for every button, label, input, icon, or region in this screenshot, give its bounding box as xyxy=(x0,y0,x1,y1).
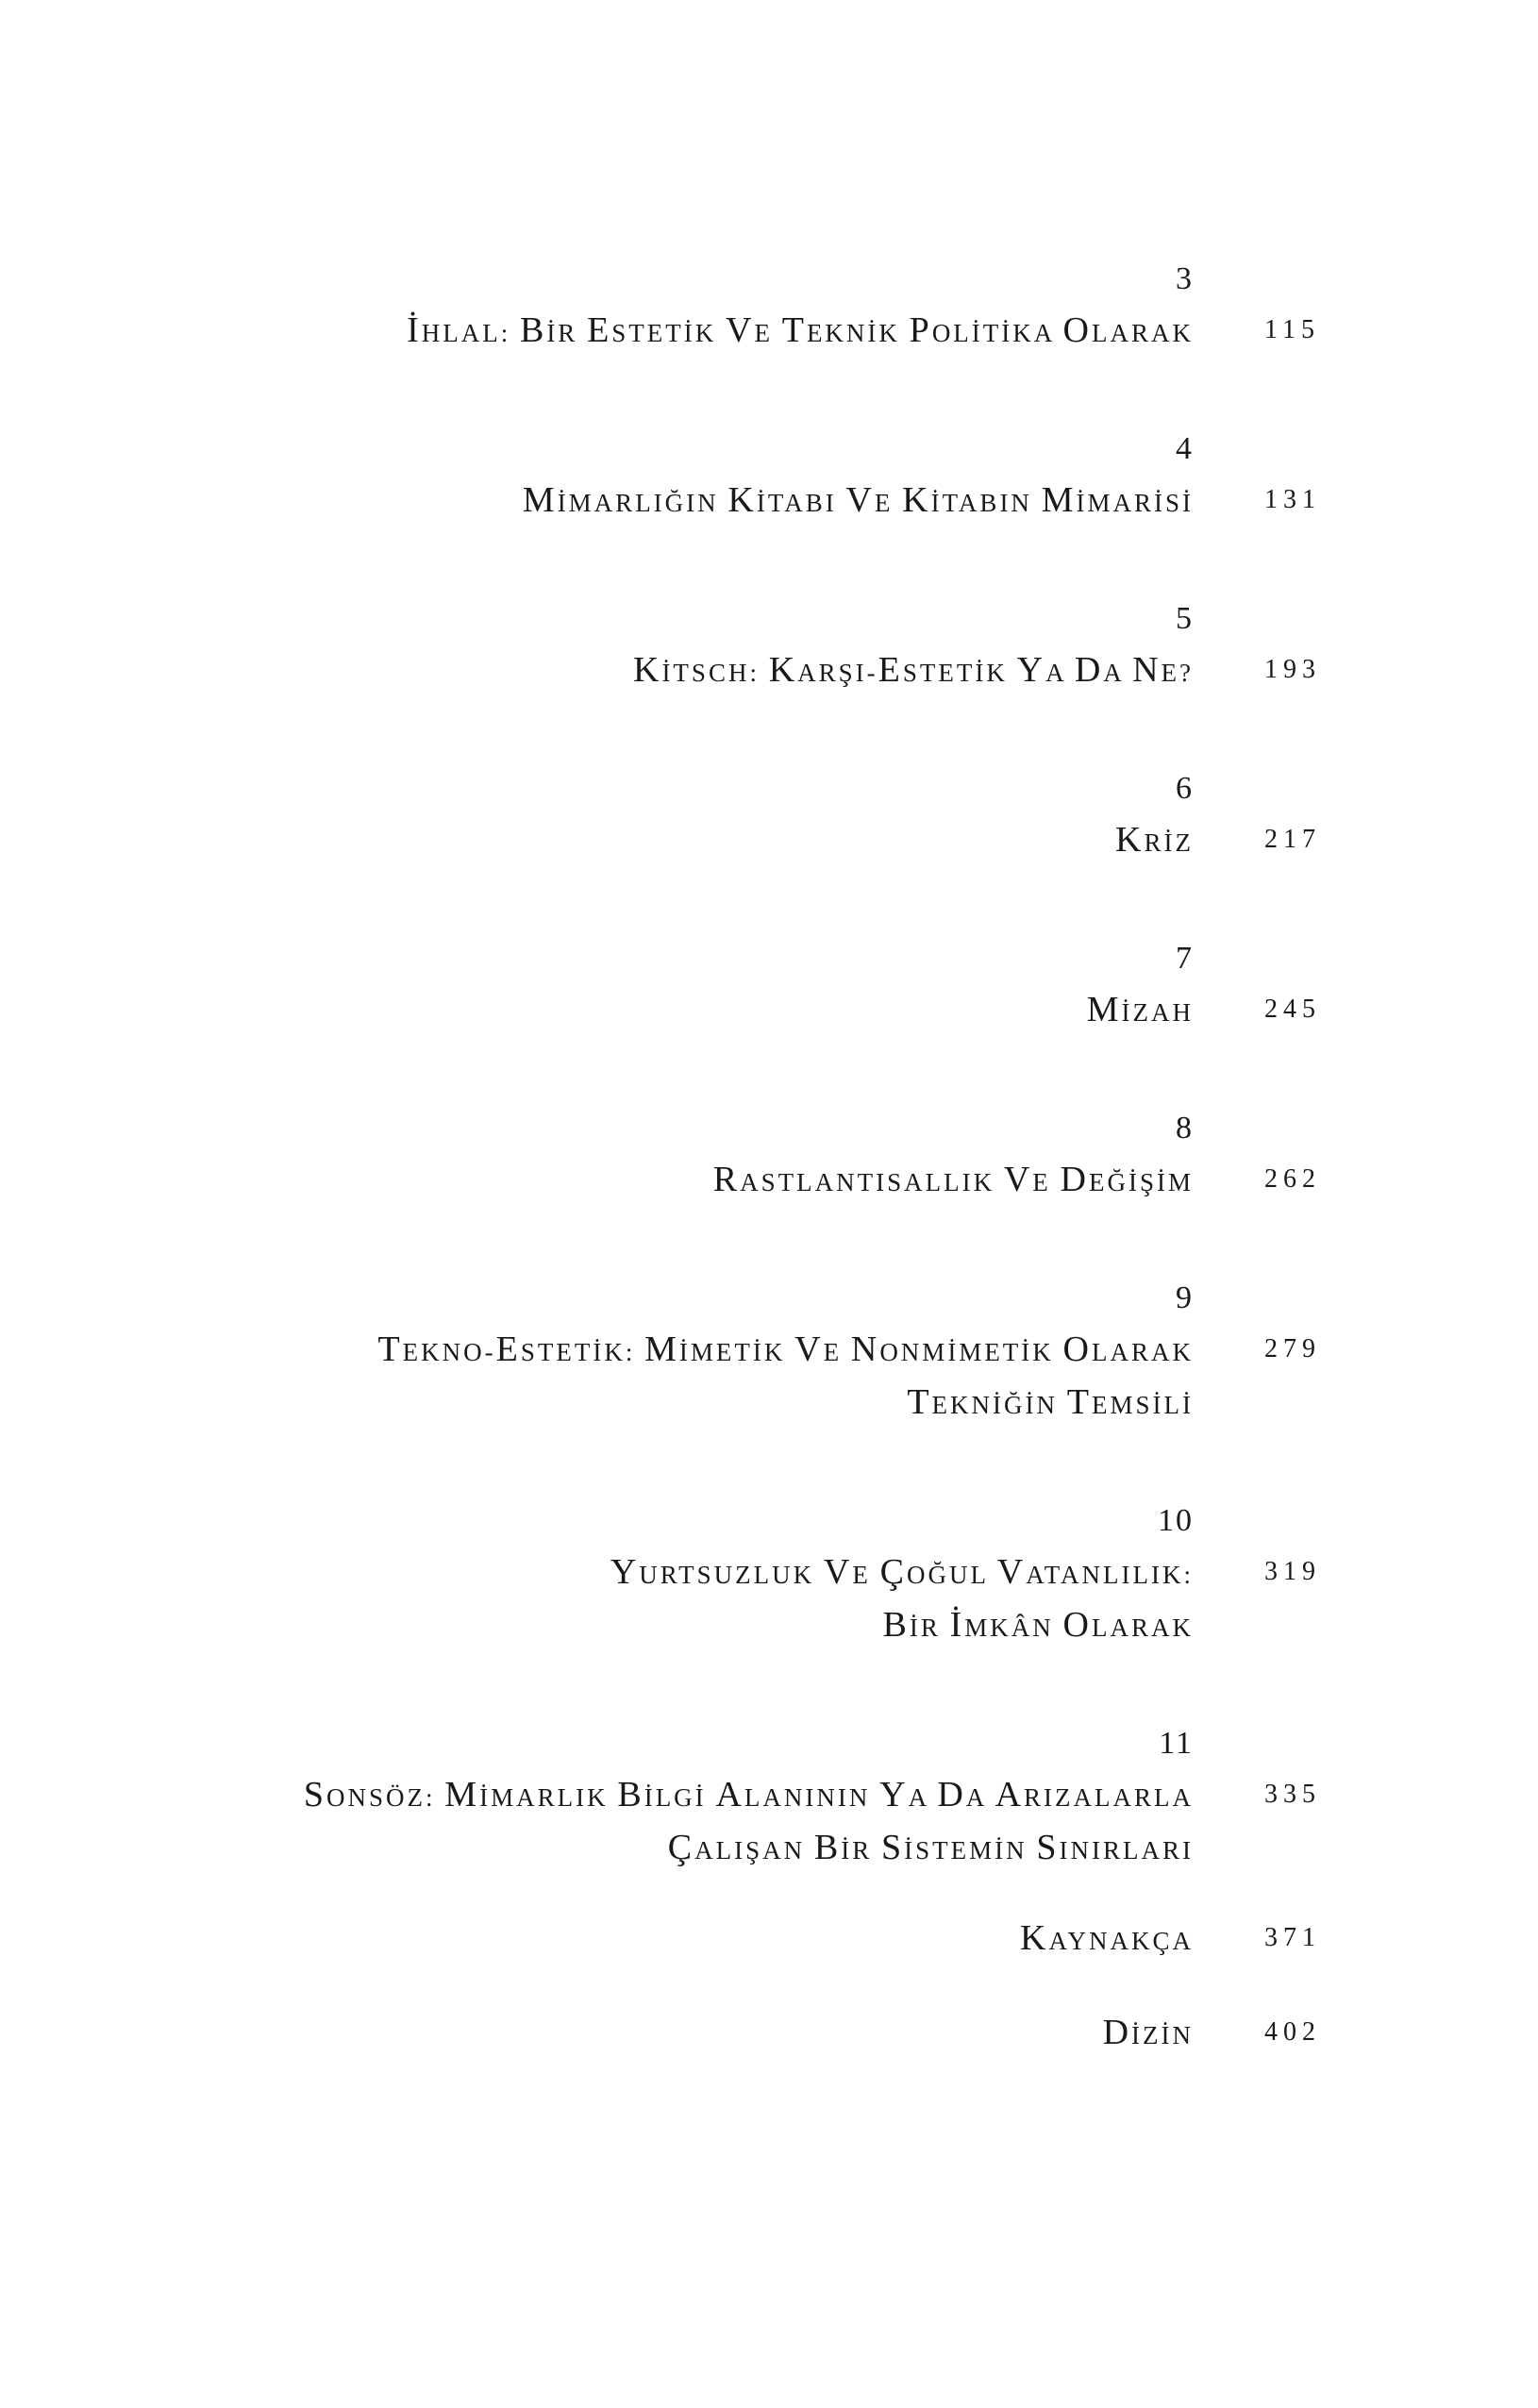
chapter-number-row xyxy=(0,1498,1538,1549)
chapter-title-row xyxy=(0,647,1538,700)
chapter-number-row xyxy=(0,766,1538,817)
chapter-number-row xyxy=(0,1106,1538,1157)
chapter-number: 10 xyxy=(1158,1503,1194,1538)
toc-entry xyxy=(0,257,1538,360)
chapter-number: 7 xyxy=(1176,941,1194,976)
chapter-page-number: 262 xyxy=(1264,1164,1321,1194)
chapter-title: KRİZ xyxy=(1115,820,1194,860)
chapter-number: 3 xyxy=(1176,261,1194,296)
chapter-number: 11 xyxy=(1159,1726,1194,1761)
chapter-number: 8 xyxy=(1176,1111,1194,1145)
chapter-number-row xyxy=(0,596,1538,647)
toc-entry xyxy=(0,766,1538,870)
chapter-title: RASTLANTISALLIK VE DEĞİŞİM xyxy=(712,1160,1194,1199)
backmatter-page-number: 402 xyxy=(1264,2017,1321,2047)
chapter-title-row xyxy=(0,987,1538,1040)
chapter-page-number: 245 xyxy=(1264,995,1321,1024)
backmatter-title: KAYNAKÇA xyxy=(1020,1918,1194,1958)
chapter-number: 4 xyxy=(1176,431,1194,466)
chapter-title: TEKNO-ESTETİK: MİMETİK VE NONMİMETİK OLARAK xyxy=(377,1329,1194,1369)
toc-entry xyxy=(0,936,1538,1040)
toc-entry xyxy=(0,1721,1538,1878)
chapter-number-row xyxy=(0,257,1538,308)
chapter-title-row xyxy=(0,1772,1538,1825)
toc-entry xyxy=(0,426,1538,530)
chapter-title: MİMARLIĞIN KİTABI VE KİTABIN MİMARİSİ xyxy=(522,480,1194,520)
chapter-title: KİTSCH: KARŞI-ESTETİK YA DA NE? xyxy=(632,650,1194,690)
chapter-page-number: 217 xyxy=(1264,825,1321,854)
chapter-number-row xyxy=(0,1721,1538,1772)
chapter-title-line-2: TEKNİĞİN TEMSİLİ xyxy=(907,1382,1194,1422)
toc-entry xyxy=(0,596,1538,700)
toc-entry-kaynakca xyxy=(0,1915,1538,1968)
toc-entry-dizin xyxy=(0,2010,1538,2063)
chapter-number: 5 xyxy=(1176,601,1194,636)
chapter-page-number: 279 xyxy=(1264,1334,1321,1363)
chapter-page-number: 193 xyxy=(1264,655,1321,684)
chapter-page-number: 131 xyxy=(1264,485,1321,514)
chapter-number: 6 xyxy=(1176,771,1194,806)
chapter-page-number: 115 xyxy=(1264,315,1320,344)
chapter-number-row xyxy=(0,426,1538,477)
toc-entry xyxy=(0,1276,1538,1432)
chapter-title-row xyxy=(0,2010,1538,2063)
chapter-number-row xyxy=(0,936,1538,987)
chapter-title-line-2: ÇALIŞAN BİR SİSTEMİN SINIRLARI xyxy=(667,1828,1194,1867)
chapter-title-row xyxy=(0,1549,1538,1602)
backmatter-title: DİZİN xyxy=(1102,2013,1194,2052)
backmatter-page-number: 371 xyxy=(1264,1923,1321,1952)
chapter-page-number: 319 xyxy=(1264,1557,1321,1586)
chapter-title: MİZAH xyxy=(1086,990,1194,1029)
chapter-number-row xyxy=(0,1276,1538,1327)
chapter-title-row xyxy=(0,477,1538,530)
chapter-title-row xyxy=(0,1327,1538,1380)
chapter-title-row xyxy=(0,1602,1538,1655)
chapter-title-row xyxy=(0,1915,1538,1968)
chapter-title-line-2: BİR İMKÂN OLARAK xyxy=(882,1605,1194,1645)
chapter-page-number: 335 xyxy=(1264,1780,1321,1809)
chapter-number: 9 xyxy=(1176,1280,1194,1315)
chapter-title-row xyxy=(0,308,1538,360)
toc-entry xyxy=(0,1106,1538,1210)
toc-entry xyxy=(0,1498,1538,1655)
chapter-title: YURTSUZLUK VE ÇOĞUL VATANLILIK: xyxy=(610,1552,1194,1592)
chapter-title-row xyxy=(0,817,1538,870)
chapter-title-row xyxy=(0,1157,1538,1210)
chapter-title-row xyxy=(0,1825,1538,1878)
chapter-title-row xyxy=(0,1380,1538,1432)
chapter-title: İHLAL: BİR ESTETİK VE TEKNİK POLİTİKA OLARAK xyxy=(407,310,1194,350)
chapter-title: SONSÖZ: MİMARLIK BİLGİ ALANININ YA DA ARIZALARLA xyxy=(303,1775,1194,1814)
